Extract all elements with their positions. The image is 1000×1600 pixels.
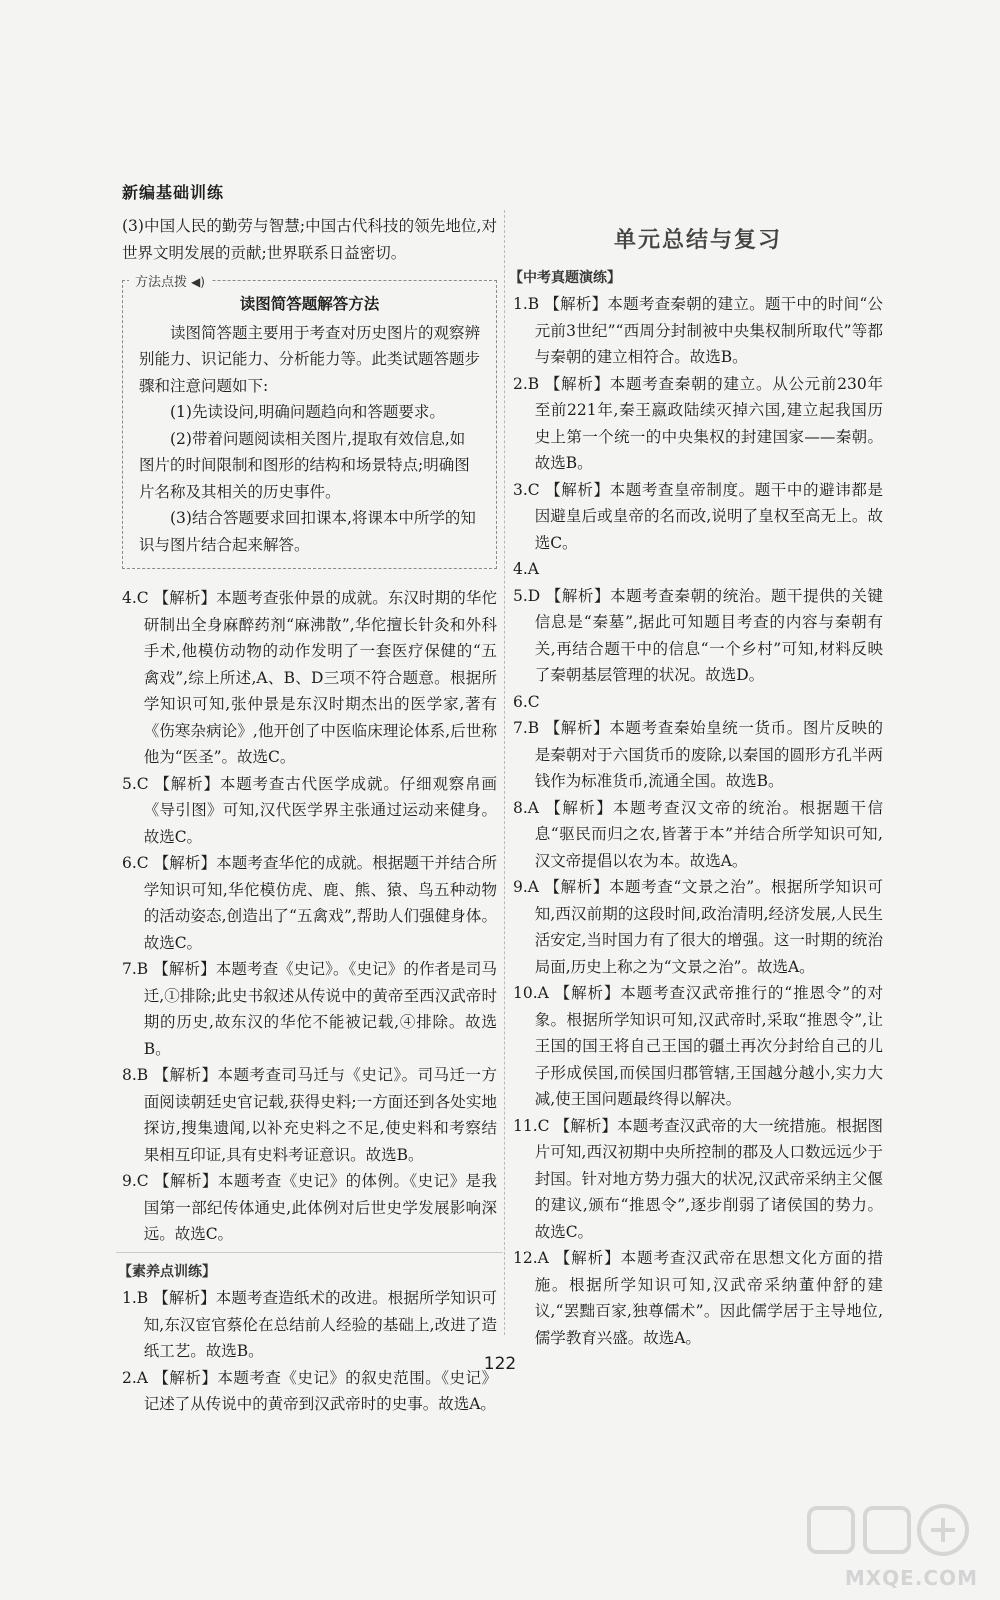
answer-item: 9.A 【解析】本题考查“文景之治”。根据所学知识可知,西汉前期的这段时间,政治清明,经济发展,人民生活安定,当时国力有了很大的增强。这一时期的统治局面,历史上称之为“文景之治”。故选A。 xyxy=(513,878,883,976)
method-box xyxy=(122,275,497,569)
unit-title: 单元总结与复习 xyxy=(613,228,782,253)
book-header: 新编基础训练 xyxy=(122,183,225,202)
left-column xyxy=(118,213,497,1418)
answer-item: 8.B 【解析】本题考查司马迁与《史记》。司马迁一方面阅读朝廷史官记载,获得史料;一方面还到各处实地探访,搜集遗闻,以补充史料之不足,使史料和考察结果相互印证,具有史料考证意识。故选B。 xyxy=(122,1066,497,1164)
watermark xyxy=(803,1500,978,1590)
answer-item: 10.A 【解析】本题考查汉武帝推行的“推恩令”的对象。根据所学知识可知,汉武帝时,采取“推恩令”,让王国的国王将自己王国的疆土再次分封给自己的儿子形成侯国,而侯国归郡管辖,王国越分越小,实力大减,使王国问题最终得以解决。 xyxy=(513,984,883,1108)
answer-item: 2.B 【解析】本题考查秦朝的建立。从公元前230年至前221年,秦王嬴政陆续灭掉六国,建立起我国历史上第一个统一的中央集权的封建国家——秦朝。故选B。 xyxy=(513,374,883,472)
right-column xyxy=(509,222,883,1351)
intro-paragraph: (3)中国人民的勤劳与智慧;中国古代科技的领先地位,对世界文明发展的贡献;世界联系日益密切。 xyxy=(122,217,497,262)
column-divider xyxy=(504,210,505,1335)
method-paragraph: (1)先读设问,明确问题趋向和答题要求。 xyxy=(170,403,445,421)
answer-item: 7.B 【解析】本题考查《史记》。《史记》的作者是司马迁,①排除;此史书叙述从传说中的黄帝至西汉武帝时期的历史,故东汉的华佗不能被记载,④排除。故选B。 xyxy=(122,960,497,1058)
method-paragraph: (2)带着问题阅读相关图片,提取有效信息,如图片的时间限制和图形的结构和场景特点;明确图片名称及其相关的历史事件。 xyxy=(139,429,470,501)
section-heading: 【素养点训练】 xyxy=(118,1263,216,1280)
answer-item: 6.C 【解析】本题考查华佗的成就。根据题干并结合所学知识可知,华佗模仿虎、鹿、熊、猿、鸟五种动物的活动姿态,创造出了“五禽戏”,帮助人们强健身体。故选C。 xyxy=(122,854,497,952)
answer-item: 1.B 【解析】本题考查秦朝的建立。题干中的时间“公元前3世纪”“西周分封制被中央集权制所取代”等都与秦朝的建立相符合。故选B。 xyxy=(513,295,883,366)
method-paragraph: (3)结合答题要求回扣课本,将课本中所学的知识与图片结合起来解答。 xyxy=(139,509,476,554)
answer-item: 3.C 【解析】本题考查皇帝制度。题干中的避讳都是因避皇后或皇帝的名而改,说明了皇权至高无上。故选C。 xyxy=(513,480,883,552)
method-tag-label: 方法点拨 xyxy=(135,275,188,290)
section-heading: 【中考真题演练】 xyxy=(509,269,621,286)
answer-item: 7.B 【解析】本题考查秦始皇统一货币。图片反映的是秦朝对于六国货币的废除,以秦国的圆形方孔半两钱作为标准货币,流通全国。故选B。 xyxy=(513,719,883,790)
method-paragraph: 读图简答题主要用于考查对历史图片的观察辨别能力、识记能力、分析能力等。此类试题答题步骤和注意问题如下: xyxy=(139,323,481,395)
answer-item: 12.A 【解析】本题考查汉武帝在思想文化方面的措施。根据所学知识可知,汉武帝采纳董仲舒的建议,“罢黜百家,独尊儒术”。因此儒学居于主导地位,儒学教育兴盛。故选A。 xyxy=(513,1249,883,1347)
watermark-logo-icon xyxy=(803,1500,978,1560)
answer-item: 4.C 【解析】本题考查张仲景的成就。东汉时期的华佗研制出全身麻醉药剂“麻沸散”,华佗擅长针灸和外科手术,他模仿动物的动作发明了一套医疗保健的“五禽戏”,综上所述,A、B、D三项不符合题意。根据所学知识可知,张仲景是东汉时期杰出的医学家,著有《伤寒杂病论》,他开创了中医临床理论体系,后世称他为“医圣”。故选C。 xyxy=(122,589,497,766)
page-number: 122 xyxy=(483,1354,517,1374)
answer-item: 8.A 【解析】本题考查汉文帝的统治。根据题干信息“驱民而归之农,皆著于本”并结合所学知识可知,汉文帝提倡以农为本。故选A。 xyxy=(513,798,883,870)
answer-item: 1.B 【解析】本题考查造纸术的改进。根据所学知识可知,东汉宦官蔡伦在总结前人经验的基础上,改进了造纸工艺。故选B。 xyxy=(122,1289,497,1360)
answer-item: 11.C 【解析】本题考查汉武帝的大一统措施。根据图片可知,西汉初期中央所控制的郡及人口数远远少于封国。针对地方势力强大的状况,汉武帝采纳主父偃的建议,颁布“推恩令”,逐步削弱了诸侯国的势力。故选C。 xyxy=(513,1116,883,1241)
answer-item: 4.A xyxy=(513,560,539,578)
section-rule xyxy=(116,1252,503,1253)
speaker-icon: ◀) xyxy=(191,275,205,289)
answer-item: 2.A 【解析】本题考查《史记》的叙史范围。《史记》记述了从传说中的黄帝到汉武帝时的史事。故选A。 xyxy=(122,1368,497,1413)
method-tag xyxy=(129,269,211,297)
answer-item: 9.C 【解析】本题考查《史记》的体例。《史记》是我国第一部纪传体通史,此体例对后世史学发展影响深远。故选C。 xyxy=(122,1172,497,1243)
watermark-text: MXQE.COM xyxy=(844,1566,978,1590)
answer-item: 5.C 【解析】本题考查古代医学成就。仔细观察帛画《导引图》可知,汉代医学界主张通过运动来健身。故选C。 xyxy=(122,774,497,846)
method-title: 读图简答题解答方法 xyxy=(239,295,380,313)
answer-item: 5.D 【解析】本题考查秦朝的统治。题干提供的关键信息是“秦墓”,据此可知题目考查的内容与秦朝有关,再结合题干中的信息“一个乡村”可知,材料反映了秦朝基层管理的状况。故选D。 xyxy=(513,586,883,684)
answer-item: 6.C xyxy=(513,692,540,711)
